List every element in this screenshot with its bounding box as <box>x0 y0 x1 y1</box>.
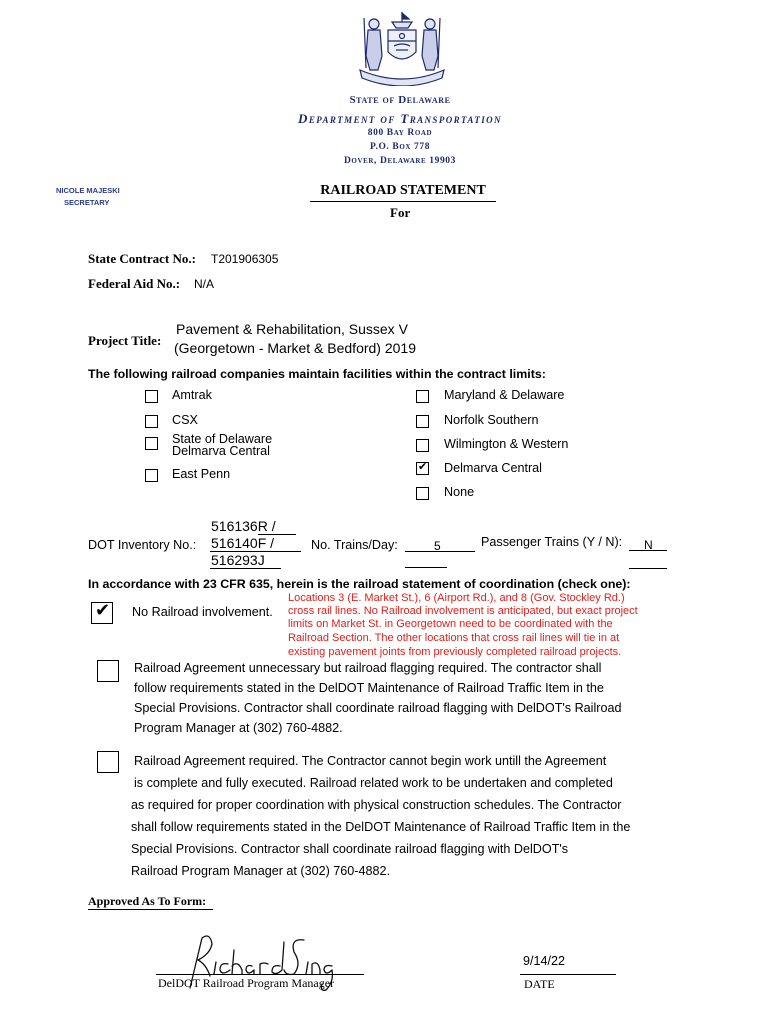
involvement-note-line-5: existing pavement joints from previously completed railroad projects. <box>288 646 622 658</box>
involvement-note-line-4: Railroad Section. The other locations that cross rail lines will tie in at <box>288 632 620 644</box>
checkbox-state-of-delaware[interactable] <box>145 437 158 450</box>
address-line-1: 800 Bay Road <box>367 128 433 138</box>
federal-aid-label: Federal Aid No.: <box>88 276 181 291</box>
project-title-label: Project Title: <box>88 333 162 348</box>
title-underline <box>310 201 496 202</box>
agreement-line-4: shall follow requirements stated in the DelDOT Maintenance of Railroad Traffic Item in the <box>131 820 631 834</box>
flagging-line-3: Special Provisions. Contractor shall coordinate railroad flagging with DelDOT's Railroad <box>134 701 622 715</box>
passenger-underline-2 <box>629 568 667 569</box>
address-line-2: P.O. Box 778 <box>369 142 431 152</box>
flagging-line-1: Railroad Agreement unnecessary but railroad flagging required. The contractor shall <box>134 661 602 675</box>
secretary-title: SECRETARY <box>64 198 110 207</box>
trains-underline <box>405 551 475 552</box>
agreement-line-1: Railroad Agreement required. The Contractor cannot begin work untill the Agreement <box>134 754 607 768</box>
checkbox-agreement-required[interactable] <box>97 751 119 773</box>
involvement-note-line-2: cross rail lines. No Railroad involvement is anticipated, but exact project <box>288 605 638 617</box>
passenger-underline <box>629 550 667 551</box>
flagging-line-4: Program Manager at (302) 760-4882. <box>134 721 343 735</box>
checkbox-csx[interactable] <box>145 415 158 428</box>
approved-underline <box>88 909 213 910</box>
involvement-note-line-1: Locations 3 (E. Market St.), 6 (Airport Rd.), and 8 (Gov. Stockley Rd.) <box>288 592 625 604</box>
checkbox-none[interactable] <box>416 487 429 500</box>
approved-as-to-form-label: Approved As To Form: <box>88 894 207 908</box>
company-state-of-delaware-sub: Delmarva Central <box>172 444 270 458</box>
company-none: None <box>444 485 475 499</box>
company-csx: CSX <box>172 413 198 427</box>
trains-underline-2 <box>405 567 447 568</box>
company-east-penn: East Penn <box>172 467 231 481</box>
contract-label: State Contract No.: <box>88 251 196 266</box>
checkbox-amtrak[interactable] <box>145 390 158 403</box>
document-subtitle: For <box>390 205 411 220</box>
secretary-name: NICOLE MAJESKI <box>56 186 120 195</box>
agreement-line-2: is complete and fully executed. Railroad related work to be undertaken and completed <box>134 776 613 790</box>
company-amtrak: Amtrak <box>172 388 212 402</box>
option-no-involvement-label: No Railroad involvement. <box>132 605 273 619</box>
contract-value: T201906305 <box>211 252 279 266</box>
agreement-line-6: Railroad Program Manager at (302) 760-4882. <box>131 864 391 878</box>
company-delmarva-central: Delmarva Central <box>444 461 542 475</box>
project-title-line-2: (Georgetown - Market & Bedford) 2019 <box>174 340 417 356</box>
inventory-value-3: 516293J <box>211 552 265 568</box>
checkbox-flagging-required[interactable] <box>97 660 119 682</box>
department-name: Department of Transportation <box>298 111 502 126</box>
checkmark-icon: ✔ <box>418 460 428 473</box>
signature-line <box>156 974 364 975</box>
checkmark-icon: ✔ <box>95 600 111 621</box>
coordination-heading: In accordance with 23 CFR 635, herein is the railroad statement of coordination (check one): <box>88 577 631 591</box>
checkbox-norfolk-southern[interactable] <box>416 415 429 428</box>
inventory-label: DOT Inventory No.: <box>88 538 197 552</box>
involvement-note-line-3: limits on Market St. in Georgetown need to be coordinated with the <box>288 618 613 630</box>
company-state-of-delaware: State of Delaware <box>172 432 273 446</box>
trains-per-day-value: 5 <box>434 539 441 553</box>
date-label: DATE <box>524 977 555 991</box>
checkbox-wilmington-western[interactable] <box>416 439 429 452</box>
flagging-line-2: follow requirements stated in the DelDOT Maintenance of Railroad Traffic Item in the <box>134 681 604 695</box>
agreement-line-5: Special Provisions. Contractor shall coordinate railroad flagging with DelDOT's <box>131 842 569 856</box>
company-maryland-delaware: Maryland & Delaware <box>444 388 565 402</box>
date-line <box>520 974 616 975</box>
company-norfolk-southern: Norfolk Southern <box>444 413 539 427</box>
passenger-trains-value: N <box>644 538 653 552</box>
address-line-3: Dover, Delaware 19903 <box>343 156 457 166</box>
inventory-underline-3 <box>210 568 281 569</box>
signer-title: DelDOT Railroad Program Manager <box>158 976 335 990</box>
companies-heading: The following railroad companies maintain facilities within the contract limits: <box>88 367 546 381</box>
date-value: 9/14/22 <box>523 954 566 968</box>
checkbox-maryland-delaware[interactable] <box>416 390 429 403</box>
federal-aid-value: N/A <box>194 277 215 291</box>
passenger-trains-label: Passenger Trains (Y / N): <box>481 535 623 549</box>
state-name: State of Delaware <box>349 94 451 106</box>
trains-per-day-label: No. Trains/Day: <box>311 538 398 552</box>
company-wilmington-western: Wilmington & Western <box>444 437 569 451</box>
inventory-value-2: 516140F / <box>211 535 275 551</box>
document-title: RAILROAD STATEMENT <box>320 183 486 198</box>
project-title-line-1: Pavement & Rehabilitation, Sussex V <box>176 321 408 337</box>
checkbox-east-penn[interactable] <box>145 469 158 482</box>
agreement-line-3: as required for proper coordination with physical construction schedules. The Contractor <box>131 798 622 812</box>
inventory-value-1: 516136R / <box>211 518 276 534</box>
delaware-seal <box>352 8 452 86</box>
